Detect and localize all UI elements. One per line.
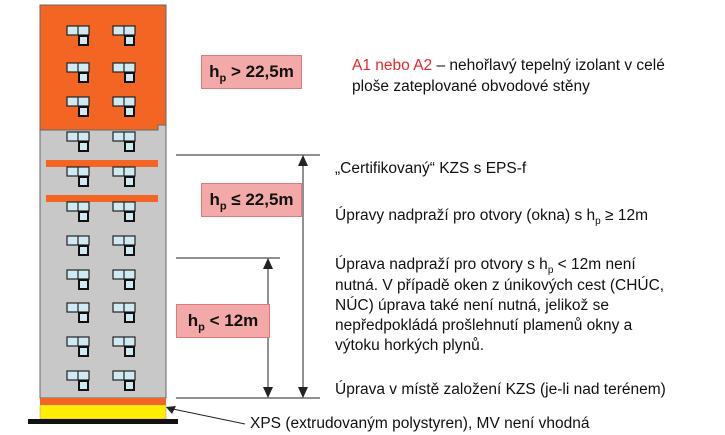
note-lintel-below-12-line5: výtoku horkých plynů. — [335, 337, 485, 354]
note-lintel-below-12-line3: NÚC) úprava také není nutná, jelikož se — [335, 297, 609, 314]
facade-orange-zone — [40, 5, 166, 130]
ground-line — [28, 419, 178, 424]
fire-barrier-strip — [46, 195, 158, 202]
xps-base-layer — [40, 405, 166, 419]
note-base: Úprava v místě založení KZS (je-li nad terénem) — [335, 381, 666, 398]
note-lintel-below-12-line1: Úprava nadpraží pro otvory s $h_p < 12m$ není — [335, 256, 636, 277]
height-label-below-12m: $h_p < 12m$ — [176, 304, 270, 338]
height-label-below-22m: $h_p \le 22,5m$ — [201, 183, 302, 217]
fire-barrier-strip — [46, 160, 158, 167]
building-facade — [28, 5, 178, 424]
base-orange-layer — [40, 398, 166, 405]
note-lintel-12: Úpravy nadpraží pro otvory (okna) s $h_p \ge 12m$ — [335, 207, 649, 228]
note-lintel-below-12-line4: nepředpokládá prošlehnutí plamenů okny a — [335, 317, 633, 334]
note-a1-line1: A1 nebo A2 – nehořlavý tepelný izolant v celé — [352, 57, 665, 74]
height-label-above-22m: $h_p > 22,5m$ — [201, 55, 302, 89]
note-a1-highlight: A1 nebo A2 — [352, 57, 433, 74]
note-lintel-below-12-line2: nutná. V případě oken z únikových cest (CHÚC, — [335, 277, 665, 294]
xps-leader-line — [168, 408, 245, 424]
note-a1-line2: ploše zateplované obvodové stěny — [352, 78, 590, 95]
note-xps: XPS (extrudovaným polystyren), MV není vhodná — [250, 415, 590, 432]
note-certified: „Certifikovaný“ KZS s EPS-f — [335, 160, 527, 177]
